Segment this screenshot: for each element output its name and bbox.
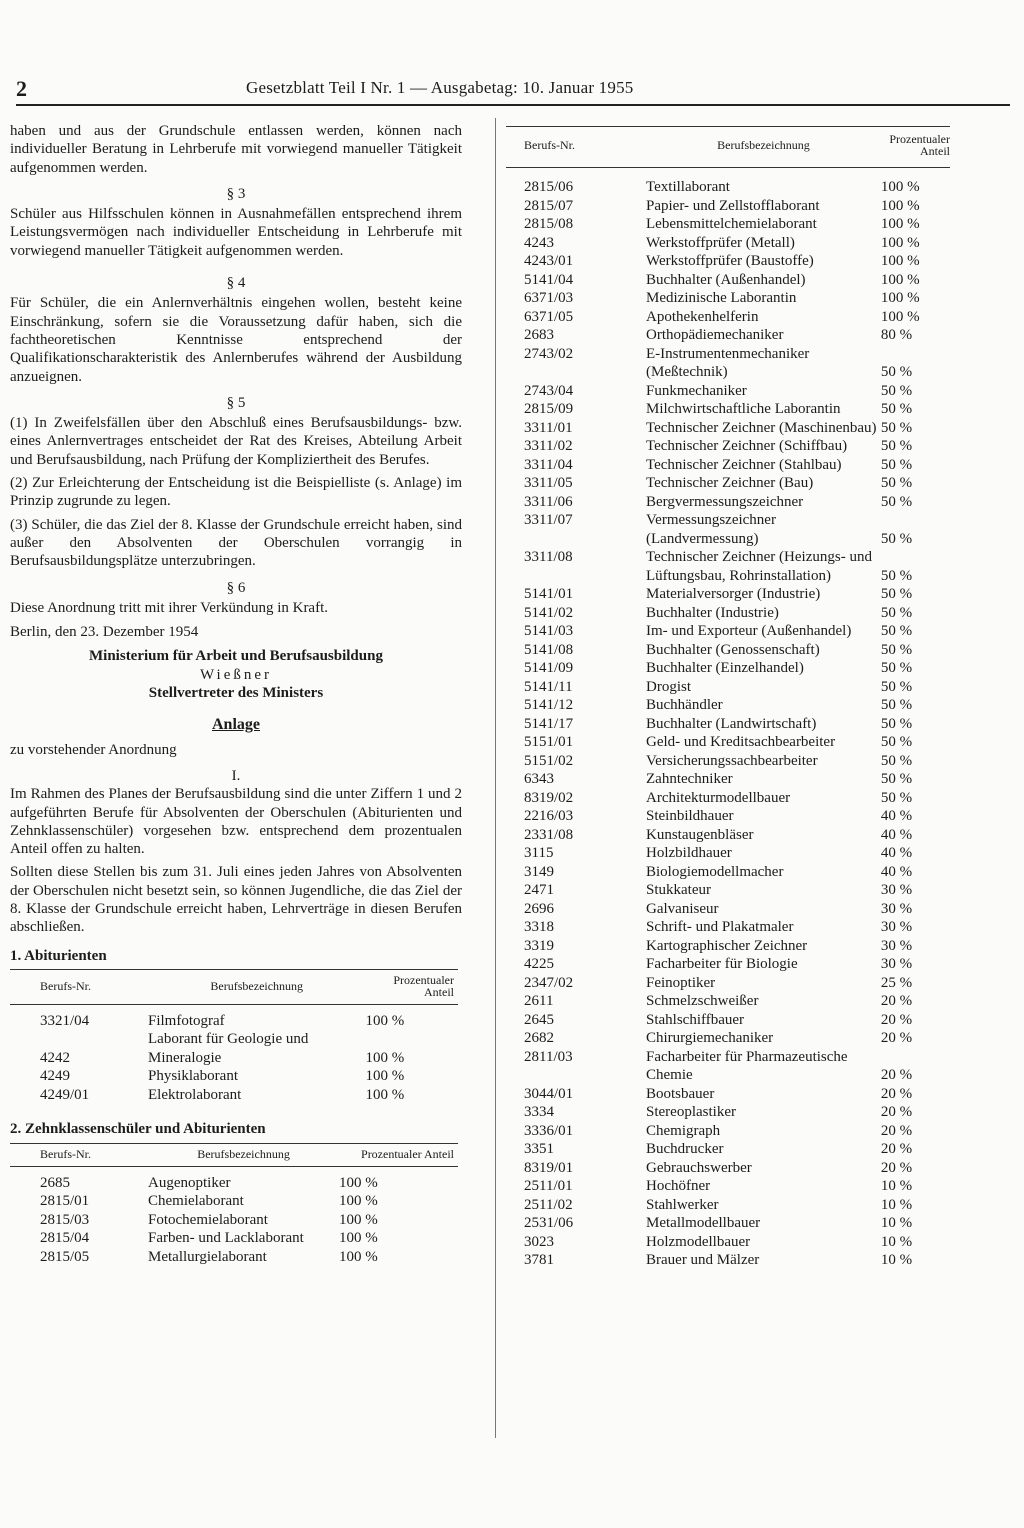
cell-berufsbezeichnung: Gebrauchswerber	[646, 1159, 752, 1176]
signer-name: Wießner	[199, 666, 273, 683]
cell-prozentualer-anteil: 100 %	[365, 1068, 405, 1085]
cell-berufs-nr: 8319/01	[524, 1159, 574, 1176]
column-header-pct: Prozentualer Anteil	[881, 127, 950, 168]
column-header-nr: Berufs-Nr.	[10, 969, 148, 1004]
cell-prozentualer-anteil: 10 %	[880, 1252, 913, 1268]
table-row	[506, 493, 950, 512]
table-row	[506, 585, 950, 604]
table-row	[506, 1048, 950, 1085]
cell-berufs-nr: 3781	[524, 1252, 554, 1268]
cell-berufs-nr: 2471	[524, 882, 554, 898]
ministry-name: Ministerium für Arbeit und Berufsausbildung	[89, 648, 383, 665]
table-row	[10, 1004, 458, 1030]
table-row	[506, 1011, 950, 1030]
cell-prozentualer-anteil: 20 %	[880, 1159, 913, 1176]
cell-prozentualer-anteil: 50 %	[880, 475, 913, 491]
cell-berufs-nr: 8319/02	[524, 789, 574, 806]
table-row	[506, 1122, 950, 1141]
cell-prozentualer-anteil: 40 %	[880, 863, 913, 880]
cell-berufs-nr: 2743/02	[524, 345, 574, 362]
cell-prozentualer-anteil: 10 %	[880, 1233, 913, 1250]
table-row	[506, 548, 950, 585]
cell-berufsbezeichnung: Werkstoffprüfer (Metall)	[646, 234, 795, 251]
cell-berufsbezeichnung: Drogist	[646, 678, 691, 695]
cell-berufs-nr: 5141/08	[524, 641, 574, 658]
table-row	[506, 937, 950, 956]
cell-berufs-nr: 3311/05	[524, 475, 573, 491]
section-4-title: § 4	[226, 275, 246, 292]
cell-berufsbezeichnung: Stukkateur	[646, 882, 711, 898]
cell-berufsbezeichnung: Funkmechaniker	[646, 382, 747, 399]
cell-berufs-nr: 5141/03	[524, 623, 574, 639]
section-1-heading: 1. Abiturienten	[10, 947, 107, 964]
section-6-title: § 6	[226, 579, 246, 596]
cell-berufs-nr: 4249	[40, 1068, 70, 1085]
cell-prozentualer-anteil: 50 %	[880, 382, 913, 399]
cell-berufsbezeichnung: Feinoptiker	[646, 974, 716, 991]
cell-prozentualer-anteil: 50 %	[880, 771, 913, 787]
cell-prozentualer-anteil: 30 %	[880, 956, 913, 972]
column-header-bez: Berufsbezeichnung	[148, 969, 365, 1004]
table-row	[506, 900, 950, 919]
cell-prozentualer-anteil: 100 %	[365, 1086, 405, 1103]
cell-prozentualer-anteil: 30 %	[880, 919, 913, 935]
cell-prozentualer-anteil: 50 %	[880, 493, 913, 510]
table-row	[506, 844, 950, 863]
cell-berufsbezeichnung: Hochöfner	[646, 1178, 711, 1194]
table-row	[506, 733, 950, 752]
cell-berufsbezeichnung: Apothekenhelferin	[646, 308, 759, 325]
cell-prozentualer-anteil: 50 %	[880, 623, 913, 639]
cell-berufs-nr: 2216/03	[524, 808, 574, 824]
section-6-text: Diese Anordnung tritt mit ihrer Verkündung in Kraft.	[10, 599, 329, 616]
cell-berufsbezeichnung: Stereoplastiker	[646, 1104, 736, 1120]
cell-berufs-nr: 5141/04	[524, 271, 574, 288]
table-row	[506, 1159, 950, 1178]
cell-prozentualer-anteil: 100 %	[880, 179, 920, 195]
cell-prozentualer-anteil: 25 %	[880, 974, 913, 991]
cell-berufsbezeichnung: Im- und Exporteur (Außenhandel)	[646, 623, 852, 639]
cell-berufs-nr: 5151/01	[524, 734, 574, 750]
cell-prozentualer-anteil: 50 %	[880, 660, 913, 676]
table-row	[506, 1029, 950, 1048]
cell-berufs-nr: 2682	[524, 1030, 554, 1046]
table-row	[506, 770, 950, 789]
table-row	[506, 918, 950, 937]
cell-prozentualer-anteil: 100 %	[880, 234, 920, 251]
cell-berufsbezeichnung: Fotochemielaborant	[148, 1211, 268, 1228]
table-row	[506, 382, 950, 401]
table-row	[506, 881, 950, 900]
table-row	[506, 863, 950, 882]
table-row	[506, 1103, 950, 1122]
cell-prozentualer-anteil: 100 %	[880, 271, 920, 288]
cell-berufsbezeichnung: E-Instrumentenmechaniker (Meßtechnik)	[646, 345, 810, 380]
cell-prozentualer-anteil: 50 %	[880, 678, 913, 695]
signer-role: Stellvertreter des Ministers	[148, 685, 324, 702]
table-row	[506, 197, 950, 216]
section-5-para-1: (1) In Zweifelsfällen über den Abschluß eines Berufsausbildungs- bzw. eines Anlernvertrages entscheidet der Rat des Kreises, Abteilung Arbeit und Berufsausbildung, nach Prüfung der Kompliziertheit des Berufes.	[10, 415, 462, 468]
table-row	[506, 437, 950, 456]
cell-berufs-nr: 3311/08	[524, 549, 573, 565]
cell-berufs-nr: 3334	[524, 1104, 554, 1120]
cell-berufs-nr: 3311/02	[524, 438, 573, 454]
table-row	[506, 604, 950, 623]
cell-berufs-nr: 5141/17	[524, 715, 574, 732]
table-row	[506, 992, 950, 1011]
cell-berufsbezeichnung: Farben- und Lacklaborant	[148, 1230, 304, 1247]
table-row	[506, 1085, 950, 1104]
anlage-paragraph-2: Sollten diese Stellen bis zum 31. Juli eines jeden Jahres von Absolventen der Oberschulen nicht besetzt sein, so können Jugendliche, die das Ziel der 8. Klasse der Grundschule erreicht haben, Lehrverträge in diesen Berufen abschließen.	[10, 864, 462, 936]
cell-berufsbezeichnung: Technischer Zeichner (Heizungs- und Lüftungsbau, Rohrinstallation)	[646, 549, 872, 584]
anlage-paragraph-1: Im Rahmen des Planes der Berufsausbildung sind die unter Ziffern 1 und 2 aufgeführten Berufe für Absolventen der Oberschulen (Abiturienten und Zehnklassenschüler) vorgesehen bzw. entsprechend dem prozentualen Anteil offen zu halten.	[10, 786, 462, 858]
cell-berufs-nr: 2685	[40, 1174, 70, 1191]
cell-berufs-nr: 2815/05	[40, 1248, 90, 1265]
cell-prozentualer-anteil: 100 %	[339, 1248, 378, 1265]
table-row	[506, 752, 950, 771]
cell-berufs-nr: 2531/06	[524, 1215, 574, 1231]
cell-berufsbezeichnung: Buchhalter (Außenhandel)	[646, 271, 806, 288]
table-row	[506, 974, 950, 993]
section-5-title: § 5	[226, 394, 246, 411]
cell-berufsbezeichnung: Biologiemodellmacher	[646, 863, 784, 880]
table-row	[506, 326, 950, 345]
column-header-bez: Berufsbezeichnung	[148, 1143, 339, 1166]
table-abiturienten	[10, 969, 458, 1105]
cell-berufs-nr: 6371/05	[524, 308, 574, 325]
intro-paragraph: haben und aus der Grundschule entlassen werden, können nach individueller Beratung in Lehrberufe mit vorwiegend manueller Tätigkeit aufgenommen werden.	[10, 123, 462, 176]
cell-berufs-nr: 3115	[524, 845, 554, 861]
cell-berufs-nr: 2743/04	[524, 382, 574, 399]
cell-berufsbezeichnung: Facharbeiter für Pharmazeutische Chemie	[646, 1048, 848, 1083]
cell-prozentualer-anteil: 50 %	[880, 586, 913, 602]
cell-prozentualer-anteil: 10 %	[880, 1196, 913, 1213]
place-date: Berlin, den 23. Dezember 1954	[10, 624, 199, 641]
cell-prozentualer-anteil: 40 %	[880, 845, 913, 861]
cell-berufsbezeichnung: Augenoptiker	[148, 1174, 231, 1191]
cell-prozentualer-anteil: 30 %	[880, 882, 913, 898]
right-column	[506, 126, 950, 1270]
cell-berufsbezeichnung: Laborant für Geologie und Mineralogie	[148, 1031, 309, 1066]
cell-berufs-nr: 2331/08	[524, 826, 574, 843]
cell-prozentualer-anteil: 30 %	[880, 937, 913, 954]
table-row	[506, 715, 950, 734]
cell-berufs-nr: 3044/01	[524, 1085, 574, 1102]
cell-berufsbezeichnung: Buchdrucker	[646, 1141, 724, 1157]
table-row	[506, 807, 950, 826]
table-row	[10, 1192, 458, 1211]
cell-berufs-nr: 2611	[524, 993, 554, 1009]
cell-berufsbezeichnung: Bootsbauer	[646, 1085, 715, 1102]
table-row	[10, 1211, 458, 1230]
cell-berufsbezeichnung: Kunstaugenbläser	[646, 826, 754, 843]
cell-prozentualer-anteil: 50 %	[880, 734, 913, 750]
cell-berufs-nr: 2683	[524, 327, 554, 343]
table-row	[506, 641, 950, 660]
cell-berufsbezeichnung: Stahlschiffbauer	[646, 1011, 745, 1028]
table-row	[10, 1248, 458, 1267]
table-row	[506, 955, 950, 974]
table-row	[506, 252, 950, 271]
cell-prozentualer-anteil: 20 %	[880, 1104, 913, 1120]
cell-berufsbezeichnung: Buchhalter (Genossenschaft)	[646, 641, 820, 658]
cell-berufs-nr: 2815/07	[524, 197, 574, 214]
column-header-pct: Prozentualer Anteil	[339, 1143, 458, 1166]
table-row	[506, 1177, 950, 1196]
table-row	[506, 789, 950, 808]
cell-prozentualer-anteil: 20 %	[880, 1067, 913, 1083]
page-number: 2	[16, 76, 27, 101]
table-row	[506, 289, 950, 308]
table-row	[506, 456, 950, 475]
gazette-header-title: Gesetzblatt Teil I Nr. 1 — Ausgabetag: 10. Januar 1955	[246, 78, 634, 97]
cell-berufs-nr: 5141/12	[524, 697, 574, 713]
cell-berufs-nr: 2811/03	[524, 1048, 573, 1065]
cell-berufs-nr: 3321/04	[40, 1012, 90, 1029]
cell-berufs-nr: 4225	[524, 956, 554, 972]
cell-prozentualer-anteil: 100 %	[880, 253, 920, 269]
cell-berufsbezeichnung: Materialversorger (Industrie)	[646, 586, 821, 602]
table-row	[506, 308, 950, 327]
cell-berufsbezeichnung: Werkstoffprüfer (Baustoffe)	[646, 253, 814, 269]
cell-berufs-nr: 2511/02	[524, 1196, 573, 1213]
cell-berufsbezeichnung: Holzbildhauer	[646, 845, 732, 861]
cell-prozentualer-anteil: 10 %	[880, 1178, 913, 1194]
table-row	[10, 1030, 458, 1067]
cell-berufsbezeichnung: Schrift- und Plakatmaler	[646, 919, 794, 935]
cell-berufs-nr: 2815/06	[524, 179, 574, 195]
cell-prozentualer-anteil: 50 %	[880, 604, 913, 621]
cell-berufsbezeichnung: Buchhalter (Einzelhandel)	[646, 660, 804, 676]
column-header-pct: Prozentualer Anteil	[365, 969, 458, 1004]
cell-berufsbezeichnung: Buchhändler	[646, 697, 723, 713]
section-3-text: Schüler aus Hilfsschulen können in Ausnahmefällen entsprechend ihrem Leistungsvermögen nach individueller Entscheidung in Lehrberufe mit vorwiegend manueller Tätigkeit aufgenommen werden.	[10, 206, 462, 259]
cell-berufsbezeichnung: Medizinische Laborantin	[646, 290, 797, 306]
cell-berufsbezeichnung: Metallmodellbauer	[646, 1215, 761, 1231]
table-row	[10, 1086, 458, 1105]
cell-prozentualer-anteil: 50 %	[880, 641, 913, 658]
table-row	[506, 419, 950, 438]
cell-berufs-nr: 2815/03	[40, 1211, 90, 1228]
cell-berufsbezeichnung: Metallurgielaborant	[148, 1248, 267, 1265]
cell-prozentualer-anteil: 50 %	[880, 364, 913, 380]
cell-berufsbezeichnung: Galvaniseur	[646, 900, 719, 917]
cell-berufs-nr: 2645	[524, 1011, 554, 1028]
cell-prozentualer-anteil: 50 %	[880, 789, 913, 806]
table-professions-continued	[506, 126, 950, 1270]
cell-berufs-nr: 4249/01	[40, 1086, 90, 1103]
section-5-para-3: (3) Schüler, die das Ziel der 8. Klasse der Grundschule erreicht haben, sind außer den Absolventen der Oberschulen vorrangig in Berufsausbildungsplätze unterzubringen.	[10, 516, 462, 570]
cell-berufs-nr: 2815/08	[524, 216, 574, 232]
section-2-heading: 2. Zehnklassenschüler und Abiturienten	[10, 1121, 266, 1138]
table-row	[506, 1196, 950, 1215]
table-row	[506, 826, 950, 845]
cell-berufsbezeichnung: Chemigraph	[646, 1122, 721, 1139]
cell-berufsbezeichnung: Papier- und Zellstofflaborant	[646, 197, 820, 214]
cell-berufs-nr: 3311/04	[524, 456, 573, 473]
cell-berufsbezeichnung: Buchhalter (Landwirtschaft)	[646, 715, 817, 732]
cell-berufs-nr: 4243	[524, 234, 554, 251]
cell-prozentualer-anteil: 50 %	[880, 456, 913, 473]
cell-berufs-nr: 3023	[524, 1233, 554, 1250]
cell-prozentualer-anteil: 50 %	[880, 401, 913, 417]
table-row	[506, 511, 950, 548]
cell-prozentualer-anteil: 50 %	[880, 697, 913, 713]
cell-berufs-nr: 2815/01	[40, 1193, 90, 1210]
cell-berufsbezeichnung: Technischer Zeichner (Maschinenbau)	[646, 419, 877, 436]
cell-berufsbezeichnung: Technischer Zeichner (Bau)	[646, 475, 814, 491]
cell-berufs-nr: 5141/09	[524, 660, 574, 676]
cell-berufs-nr: 5151/02	[524, 752, 574, 769]
cell-berufsbezeichnung: Kartographischer Zeichner	[646, 937, 808, 954]
column-header-nr: Berufs-Nr.	[10, 1143, 148, 1166]
anlage-roman-numeral: I.	[231, 767, 241, 784]
column-divider	[495, 118, 496, 1438]
table-row	[506, 696, 950, 715]
cell-prozentualer-anteil: 20 %	[880, 993, 913, 1009]
cell-prozentualer-anteil: 10 %	[880, 1215, 913, 1231]
cell-prozentualer-anteil: 100 %	[880, 308, 920, 325]
table-row	[506, 215, 950, 234]
cell-berufsbezeichnung: Schmelzschweißer	[646, 993, 759, 1009]
table-row	[506, 400, 950, 419]
cell-prozentualer-anteil: 80 %	[880, 327, 913, 343]
cell-prozentualer-anteil: 100 %	[880, 216, 920, 232]
column-header-nr: Berufs-Nr.	[506, 127, 646, 168]
cell-prozentualer-anteil: 50 %	[880, 567, 913, 584]
cell-berufs-nr: 3311/07	[524, 512, 573, 528]
cell-berufsbezeichnung: Steinbildhauer	[646, 808, 734, 824]
table-row	[10, 1067, 458, 1086]
cell-berufsbezeichnung: Milchwirtschaftliche Laborantin	[646, 401, 841, 417]
cell-berufsbezeichnung: Textillaborant	[646, 179, 730, 195]
cell-prozentualer-anteil: 20 %	[880, 1011, 913, 1028]
table-row	[506, 678, 950, 697]
cell-prozentualer-anteil: 100 %	[339, 1193, 378, 1210]
cell-prozentualer-anteil: 100 %	[880, 290, 920, 306]
cell-berufsbezeichnung: Architekturmodellbauer	[646, 789, 791, 806]
cell-prozentualer-anteil: 20 %	[880, 1141, 913, 1157]
cell-berufs-nr: 2347/02	[524, 974, 574, 991]
header-rule	[16, 104, 1010, 106]
section-5-para-2: (2) Zur Erleichterung der Entscheidung ist die Beispielliste (s. Anlage) im Prinzip zugrunde zu legen.	[10, 475, 462, 510]
cell-prozentualer-anteil: 100 %	[365, 1049, 405, 1066]
cell-berufsbezeichnung: Technischer Zeichner (Schiffbau)	[646, 438, 848, 454]
cell-berufsbezeichnung: Chemielaborant	[148, 1193, 244, 1210]
table-row	[506, 168, 950, 197]
table-row	[506, 1233, 950, 1252]
cell-berufsbezeichnung: Holzmodellbauer	[646, 1233, 751, 1250]
cell-berufs-nr: 6343	[524, 771, 554, 787]
cell-berufsbezeichnung: Vermessungszeichner (Landvermessung)	[646, 512, 776, 547]
cell-berufs-nr: 4243/01	[524, 253, 574, 269]
cell-prozentualer-anteil: 20 %	[880, 1122, 913, 1139]
table-row	[506, 622, 950, 641]
cell-berufs-nr: 5141/02	[524, 604, 574, 621]
cell-berufs-nr: 3336/01	[524, 1122, 574, 1139]
cell-prozentualer-anteil: 100 %	[880, 197, 920, 214]
table-row	[506, 234, 950, 253]
cell-prozentualer-anteil: 100 %	[339, 1211, 378, 1228]
section-4-text: Für Schüler, die ein Anlernverhältnis eingehen wollen, besteht keine Einschränkung, sofern sie die Voraussetzung dafür haben, sich die fachtheoretischen Kenntnisse entsprechend der Qualifikationscharakteristik des Anlernberufes während der Ausbildung anzueignen.	[10, 295, 462, 385]
cell-berufsbezeichnung: Filmfotograf	[148, 1012, 225, 1029]
table-row	[506, 1251, 950, 1270]
cell-berufsbezeichnung: Brauer und Mälzer	[646, 1252, 760, 1268]
cell-prozentualer-anteil: 20 %	[880, 1030, 913, 1046]
cell-berufs-nr: 3319	[524, 937, 554, 954]
cell-berufsbezeichnung: Stahlwerker	[646, 1196, 719, 1213]
cell-berufsbezeichnung: Elektrolaborant	[148, 1086, 242, 1103]
cell-prozentualer-anteil: 50 %	[880, 715, 913, 732]
table-row	[506, 345, 950, 382]
cell-berufsbezeichnung: Physiklaborant	[148, 1068, 238, 1085]
cell-berufs-nr: 2815/04	[40, 1230, 90, 1247]
section-3-title: § 3	[226, 185, 246, 202]
cell-berufs-nr: 4242	[40, 1049, 70, 1066]
cell-berufsbezeichnung: Bergvermessungszeichner	[646, 493, 804, 510]
cell-berufs-nr: 2511/01	[524, 1178, 573, 1194]
cell-prozentualer-anteil: 50 %	[880, 419, 913, 436]
cell-prozentualer-anteil: 100 %	[365, 1012, 405, 1029]
cell-prozentualer-anteil: 40 %	[880, 808, 913, 824]
cell-prozentualer-anteil: 50 %	[880, 530, 913, 547]
cell-berufs-nr: 5141/11	[524, 678, 573, 695]
cell-berufsbezeichnung: Orthopädiemechaniker	[646, 327, 784, 343]
cell-berufsbezeichnung: Lebensmittelchemielaborant	[646, 216, 817, 232]
cell-berufs-nr: 2696	[524, 900, 554, 917]
cell-berufsbezeichnung: Chirurgiemechaniker	[646, 1030, 774, 1046]
cell-berufsbezeichnung: Versicherungssachbearbeiter	[646, 752, 818, 769]
table-row	[506, 659, 950, 678]
cell-berufs-nr: 5141/01	[524, 586, 574, 602]
table-zehnklassenschueler	[10, 1143, 458, 1267]
cell-prozentualer-anteil: 40 %	[880, 826, 913, 843]
anlage-title: Anlage	[212, 716, 260, 734]
anlage-subtitle: zu vorstehender Anordnung	[10, 741, 177, 758]
table-row	[10, 1229, 458, 1248]
cell-berufs-nr: 3311/01	[524, 419, 573, 436]
cell-prozentualer-anteil: 100 %	[339, 1174, 378, 1191]
table-row	[506, 1140, 950, 1159]
cell-prozentualer-anteil: 100 %	[339, 1230, 378, 1247]
cell-prozentualer-anteil: 20 %	[880, 1085, 913, 1102]
table-row	[506, 1214, 950, 1233]
cell-prozentualer-anteil: 30 %	[880, 900, 913, 917]
column-header-bez: Berufsbezeichnung	[646, 127, 881, 168]
cell-berufsbezeichnung: Facharbeiter für Biologie	[646, 956, 798, 972]
table-row	[506, 474, 950, 493]
table-row	[10, 1166, 458, 1192]
cell-berufsbezeichnung: Technischer Zeichner (Stahlbau)	[646, 456, 842, 473]
cell-berufs-nr: 3318	[524, 919, 554, 935]
cell-berufs-nr: 6371/03	[524, 290, 574, 306]
cell-berufsbezeichnung: Buchhalter (Industrie)	[646, 604, 779, 621]
table-row	[506, 271, 950, 290]
cell-prozentualer-anteil: 50 %	[880, 752, 913, 769]
cell-berufsbezeichnung: Geld- und Kreditsachbearbeiter	[646, 734, 836, 750]
left-column	[10, 122, 462, 1266]
cell-berufs-nr: 3351	[524, 1141, 554, 1157]
cell-berufs-nr: 3149	[524, 863, 554, 880]
cell-berufs-nr: 2815/09	[524, 401, 574, 417]
cell-prozentualer-anteil: 50 %	[880, 438, 913, 454]
cell-berufs-nr: 3311/06	[524, 493, 573, 510]
cell-berufsbezeichnung: Zahntechniker	[646, 771, 733, 787]
